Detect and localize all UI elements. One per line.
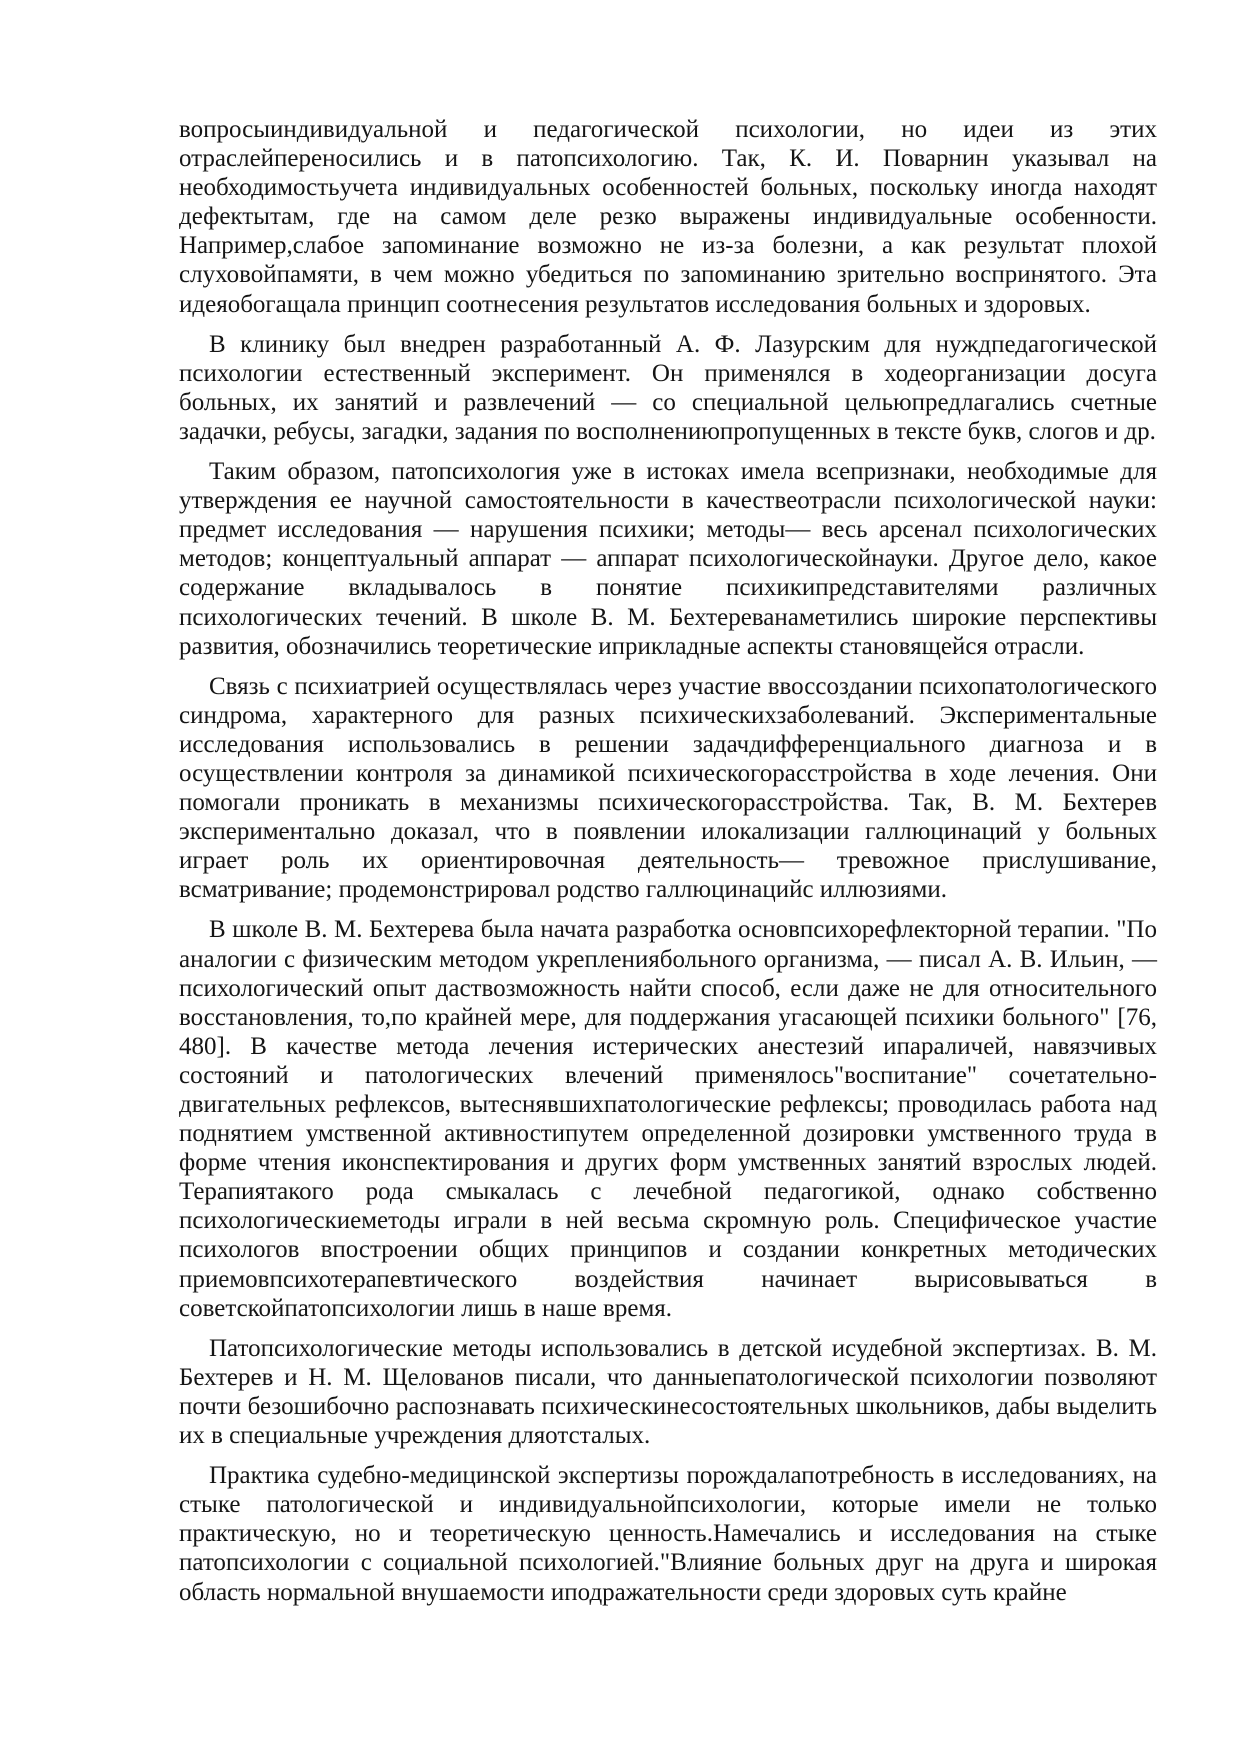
document-page	[179, 115, 1157, 1618]
paragraph-6: Патопсихологические методы использовались в детской исудебной экспертизах. В. М. Бехтерев и Н. М. Щелованов писали, что данныепатологической психологии позволяют почти безошибочно распознавать психическинесостоятельных школьников, дабы выделить их в специальные учреждения дляотсталых.	[179, 1334, 1157, 1450]
paragraph-3: Таким образом, патопсихология уже в истоках имела всепризнаки, необходимые для утверждения ее научной самостоятельности в качествеотрасли психологической науки: предмет исследования — нарушения психики; методы— весь арсенал психологических методов; концептуальный аппарат — аппарат психологическойнауки. Другое дело, какое содержание вкладывалось в понятие психикипредставителями различных психологических течений. В школе В. М. Бехтереванаметились широкие перспективы развития, обозначились теоретические иприкладные аспекты становящейся отрасли.	[179, 458, 1157, 660]
paragraph-2: В клинику был внедрен разработанный А. Ф. Лазурским для нуждпедагогической психологии естественный эксперимент. Он применялся в ходеорганизации досуга больных, их занятий и развлечений — со специальной цельюпредлагались счетные задачки, ребусы, загадки, задания по восполнениюпропущенных в тексте букв, слогов и др.	[179, 330, 1157, 445]
paragraph-5: В школе В. М. Бехтерева была начата разработка основпсихорефлекторной терапии. "По аналогии с физическим методом укреплениябольного организма, — писал А. В. Ильин, — психологический опыт даствозможность найти способ, если даже не для относительного восстановления, то,по крайней мере, для поддержания угасающей психики больного" [76, 480]. В качестве метода лечения истерических анестезий ипараличей, навязчивых состояний и патологических влечений применялось"воспитание" сочетательно-двигательных рефлексов, вытеснявшихпатологические рефлексы; проводилась работа над поднятием умственной активностипутем определенной дозировки умственного труда в форме чтения иконспектирования и других форм умственных занятий взрослых людей. Терапиятакого рода смыкалась с лечебной педагогикой, однако собственно психологическиеметоды играли в ней весьма скромную роль. Специфическое участие психологов впостроении общих принципов и создании конкретных методических приемовпсихотерапевтического воздействия начинает вырисовываться в советскойпатопсихологии лишь в наше время.	[179, 916, 1157, 1322]
paragraph-7: Практика судебно-медицинской экспертизы порождалапотребность в исследованиях, на стыке патологической и индивидуальнойпсихологии, которые имели не только практическую, но и теоретическую ценность.Намечались и исследования на стыке патопсихологии с социальной психологией."Влияние больных друг на друга и широкая область нормальной внушаемости иподражательности среди здоровых суть крайне	[179, 1462, 1157, 1606]
paragraph-1: вопросыиндивидуальной и педагогической психологии, но идеи из этих отраслейпереносились и в патопсихологию. Так, К. И. Поварнин указывал на необходимостьучета индивидуальных особенностей больных, поскольку иногда находят дефектытам, где на самом деле резко выражены индивидуальные особенности. Например,слабое запоминание возможно не из-за болезни, а как результат плохой слуховойпамяти, в чем можно убедиться по запоминанию зрительно воспринятого. Эта идеяобогащала принцип соотнесения результатов исследования больных и здоровых.	[179, 116, 1157, 318]
paragraph-4: Связь с психиатрией осуществлялась через участие ввоссоздании психопатологического синдрома, характерного для разных психическихзаболеваний. Экспериментальные исследования использовались в решении задачдифференциального диагноза и в осуществлении контроля за динамикой психическогорасстройства в ходе лечения. Они помогали проникать в механизмы психическогорасстройства. Так, В. М. Бехтерев экспериментально доказал, что в появлении илокализации галлюцинаций у больных играет роль их ориентировочная деятельность— тревожное прислушивание, всматривание; продемонстрировал родство галлюцинацийс иллюзиями.	[179, 672, 1157, 904]
